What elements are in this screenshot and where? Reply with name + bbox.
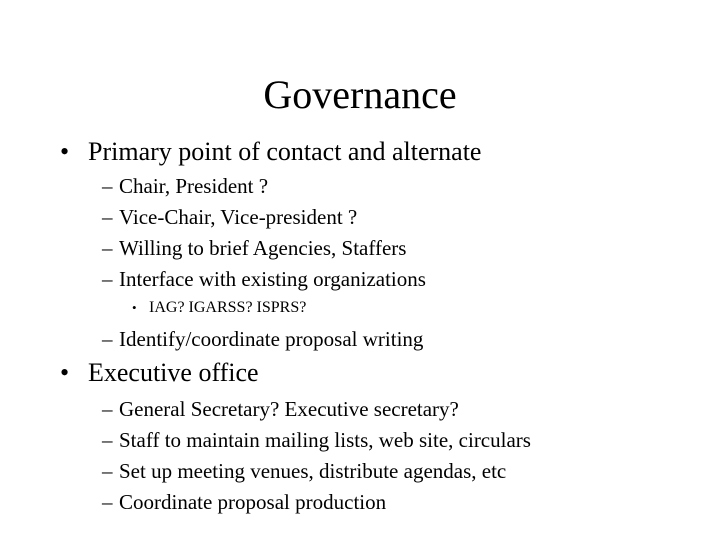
sub-bullet-text: Interface with existing organizations — [119, 267, 426, 291]
sub-bullet-text: Coordinate proposal production — [119, 490, 387, 514]
bullet-icon: • — [60, 137, 70, 166]
sub-bullet-text: Chair, President ? — [119, 174, 269, 198]
bullet-text: Primary point of contact and alternate — [88, 137, 482, 166]
dash-icon: – — [102, 490, 113, 514]
bullet-icon: • — [132, 300, 137, 315]
sub-sub-bullet-text: IAG? IGARSS? ISPRS? — [149, 299, 307, 316]
sub-bullet-text: Identify/coordinate proposal writing — [119, 327, 424, 351]
dash-icon: – — [102, 459, 113, 483]
bullet-icon: • — [60, 358, 70, 387]
sub-bullet-text: General Secretary? Executive secretary? — [119, 397, 459, 421]
dash-icon: – — [102, 205, 113, 229]
dash-icon: – — [102, 327, 113, 351]
sub-bullet-text: Set up meeting venues, distribute agendas, etc — [119, 459, 507, 483]
dash-icon: – — [102, 236, 113, 260]
bullet-text: Executive office — [88, 358, 259, 387]
sub-bullet-text: Vice-Chair, Vice-president ? — [119, 205, 358, 229]
dash-icon: – — [102, 267, 113, 291]
sub-bullet-text: Staff to maintain mailing lists, web site, circulars — [119, 428, 531, 452]
sub-bullet-text: Willing to brief Agencies, Staffers — [119, 236, 407, 260]
dash-icon: – — [102, 428, 113, 452]
dash-icon: – — [102, 397, 113, 421]
slide-title — [0, 70, 720, 120]
dash-icon: – — [102, 174, 113, 198]
slide-title-text: Governance — [263, 72, 457, 117]
